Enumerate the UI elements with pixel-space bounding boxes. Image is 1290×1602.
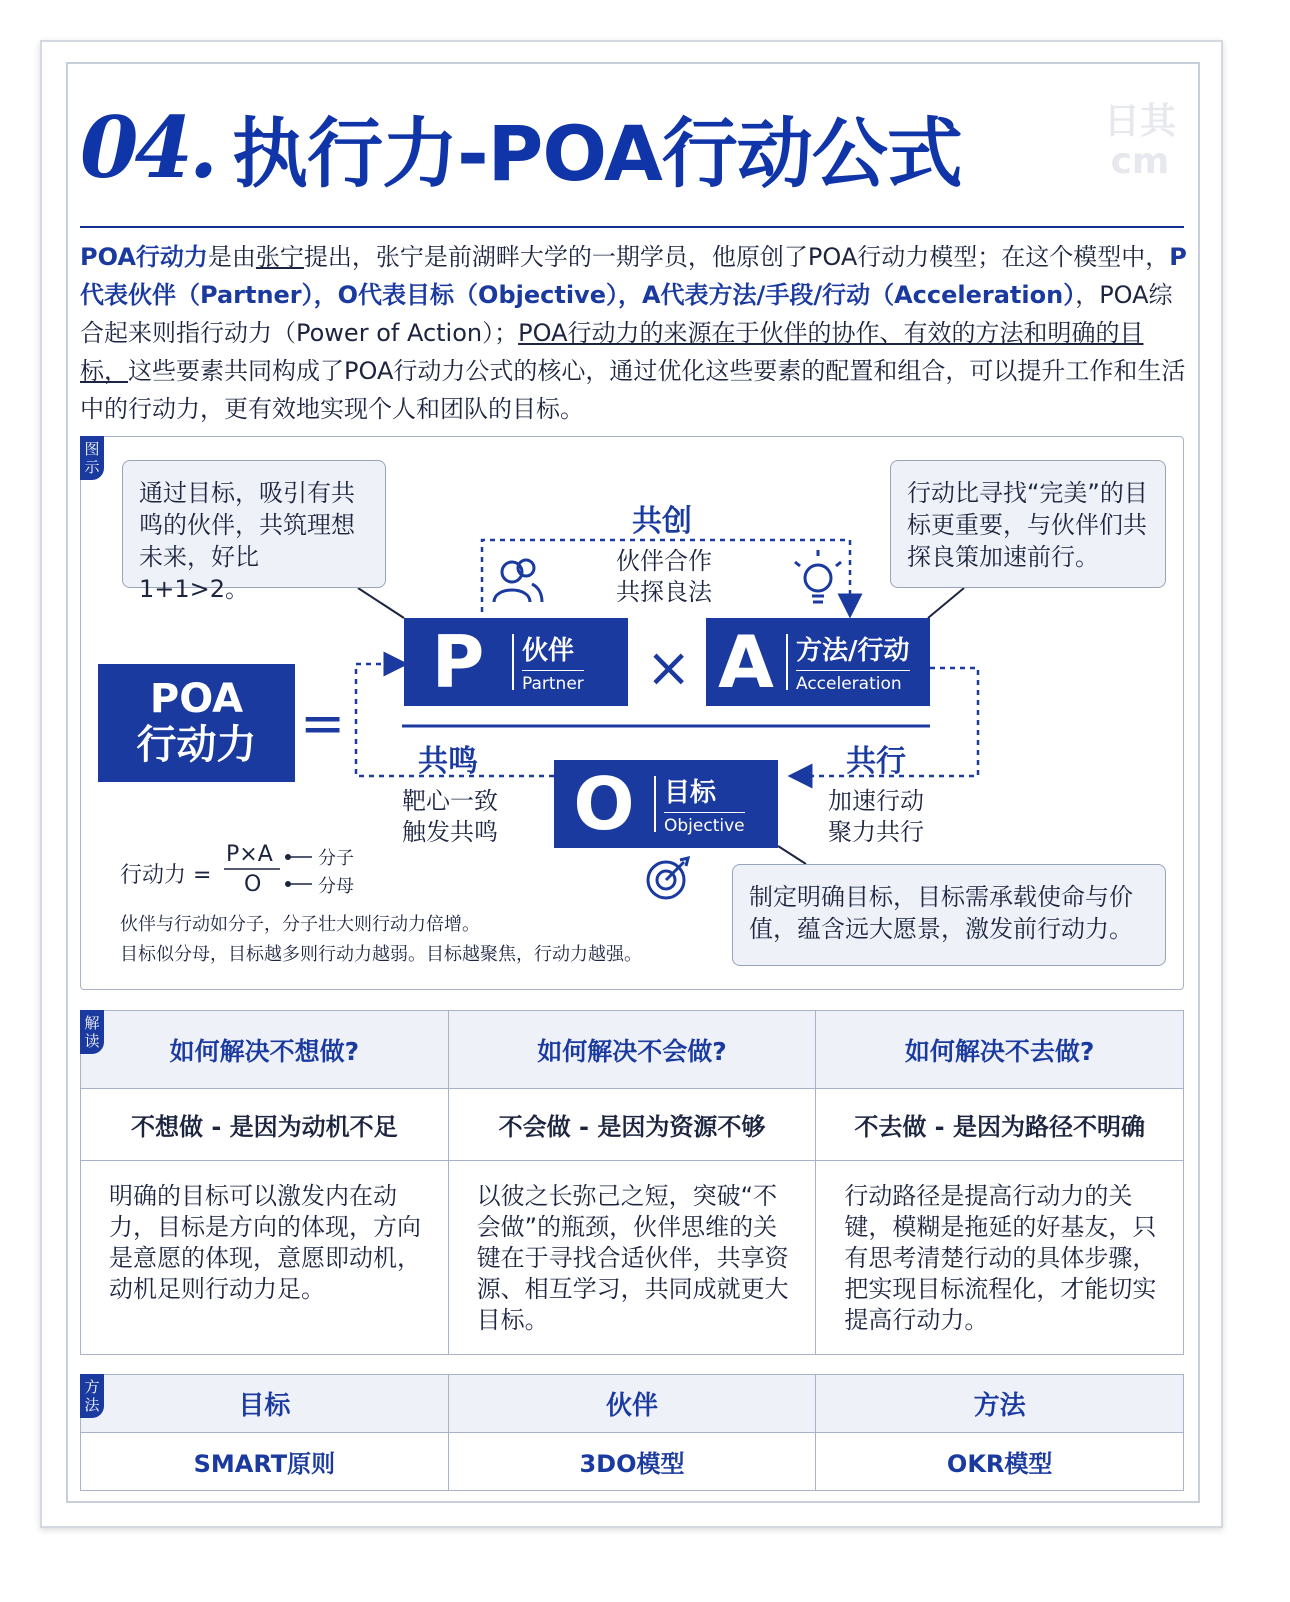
- brand-logo: 日其 cm: [1103, 101, 1176, 182]
- bubble-right: 行动比寻找“完美”的目标更重要，与伙伴们共探良策加速前行。: [890, 460, 1166, 588]
- analysis-cause-1: 不想做 - 是因为动机不足: [81, 1089, 449, 1161]
- analysis-cause-2: 不会做 - 是因为资源不够: [448, 1089, 816, 1161]
- acceleration-zh: 方法/行动: [796, 630, 910, 671]
- method-head-1: 目标: [81, 1375, 449, 1433]
- poa-box: POA 行动力: [98, 664, 295, 782]
- gongming-text: 靶心一致 触发共鸣: [402, 787, 498, 846]
- method-head-3: 方法: [816, 1375, 1184, 1433]
- gongchuang-text: 伙伴合作 共探良法: [616, 547, 712, 606]
- partner-zh: 伙伴: [522, 630, 584, 671]
- equals-sign: =: [300, 692, 346, 755]
- analysis-q-2: 如何解决不会做?: [448, 1011, 816, 1089]
- gongming-title: 共鸣: [418, 744, 478, 779]
- objective-zh: 目标: [664, 772, 745, 813]
- page-title: [80, 92, 962, 202]
- analysis-table: [80, 1010, 1184, 1355]
- analysis-cause-3: 不去做 - 是因为路径不明确: [816, 1089, 1184, 1161]
- objective-en: Objective: [664, 816, 745, 836]
- note-numerator: 伙伴与行动如分子，分子壮大则行动力倍增。: [120, 914, 480, 935]
- analysis-body-2: 以彼之长弥己之短，突破“不会做”的瓶颈，伙伴思维的关键在于寻找合适伙伴，共享资源、相互学习，共同成就更大目标。: [448, 1161, 816, 1355]
- gongxing-text: 加速行动 聚力共行: [828, 787, 924, 846]
- gongchuang-title: 共创: [632, 504, 692, 539]
- partner-en: Partner: [522, 674, 584, 694]
- acceleration-letter: A: [718, 620, 774, 704]
- note-denominator: 目标似分母，目标越多则行动力越弱。目标越聚焦，行动力越强。: [120, 944, 642, 965]
- method-head-2: 伙伴: [448, 1375, 816, 1433]
- method-value-3: OKR模型: [816, 1433, 1184, 1491]
- objective-letter: O: [573, 762, 635, 846]
- diagram-tag: 图示: [80, 436, 104, 480]
- objective-box: [554, 760, 778, 848]
- bubble-left: 通过目标，吸引有共鸣的伙伴，共筑理想未来，好比1+1>2。: [122, 460, 386, 588]
- method-value-1: SMART原则: [81, 1433, 449, 1491]
- method-value-2: 3DO模型: [448, 1433, 816, 1491]
- title-text: 执行力-POA行动公式: [232, 108, 962, 198]
- methods-tag: 方法: [80, 1374, 104, 1418]
- analysis-q-3: 如何解决不去做?: [816, 1011, 1184, 1089]
- intro-paragraph: POA行动力是由张宁提出，张宁是前湖畔大学的一期学员，他原创了POA行动力模型；在这个模型中，P代表伙伴（Partner），O代表目标（Objective），A代表方法/手段/行动（Acceleration），POA综合起来则指行动力（Power of Action）；POA行动力的来源在于伙伴的协作、有效的方法和明确的目标，这些要素共同构成了POA行动力公式的核心，通过优化这些要素的配置和组合，可以提升工作和生活中的行动力，更有效地实现个人和团队的目标。: [80, 243, 1187, 423]
- title-divider: [80, 226, 1184, 228]
- analysis-body-1: 明确的目标可以激发内在动力，目标是方向的体现，方向是意愿的体现，意愿即动机，动机足则行动力足。: [81, 1161, 449, 1355]
- analysis-tag: 解读: [80, 1010, 104, 1054]
- acceleration-en: Acceleration: [796, 674, 902, 694]
- acceleration-box: [706, 618, 930, 706]
- partner-letter: P: [431, 620, 485, 704]
- partner-box: [404, 618, 628, 706]
- gongxing-title: 共行: [846, 744, 906, 779]
- section-number: 04.: [80, 97, 215, 197]
- bubble-bottom: 制定明确目标，目标需承载使命与价值，蕴含远大愿景，激发前行动力。: [732, 864, 1166, 966]
- analysis-q-1: 如何解决不想做?: [81, 1011, 449, 1089]
- times-sign: ×: [646, 636, 692, 699]
- methods-table: [80, 1374, 1184, 1491]
- analysis-body-3: 行动路径是提高行动力的关键，模糊是拖延的好基友，只有思考清楚行动的具体步骤，把实现目标流程化，才能切实提高行动力。: [816, 1161, 1184, 1355]
